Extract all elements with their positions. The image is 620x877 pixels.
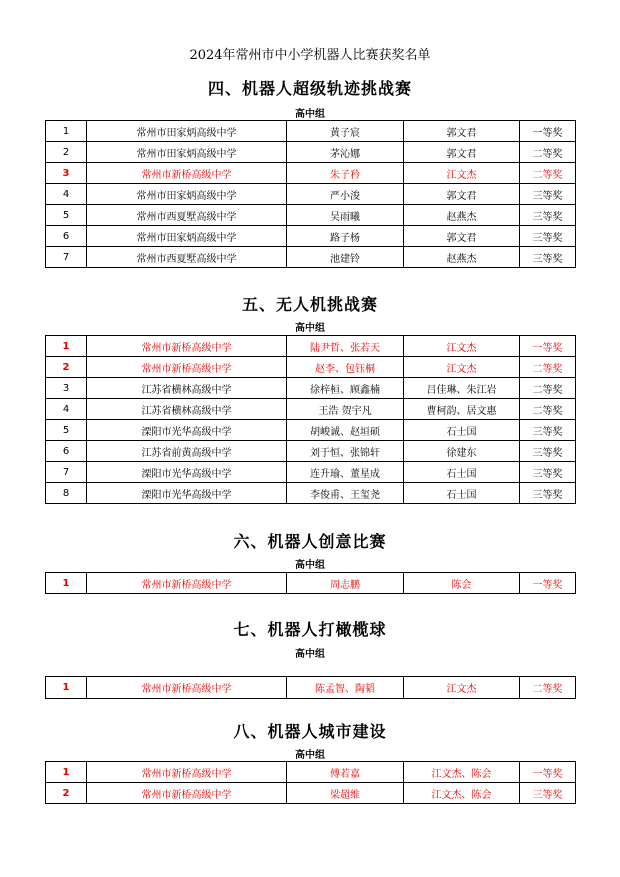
row-number: 2 xyxy=(46,142,87,163)
school-cell: 常州市新桥高级中学 xyxy=(87,573,287,594)
student-cell: 黄子宸 xyxy=(287,121,404,142)
award-cell: 二等奖 xyxy=(520,163,576,184)
row-number: 6 xyxy=(46,441,87,462)
school-cell: 常州市田家炳高级中学 xyxy=(87,121,287,142)
award-table-8 xyxy=(45,761,576,804)
table-row xyxy=(46,163,576,184)
award-table-7 xyxy=(45,676,576,699)
award-cell: 三等奖 xyxy=(520,184,576,205)
teacher-cell: 郭文君 xyxy=(404,226,520,247)
table-row xyxy=(46,121,576,142)
table-row xyxy=(46,357,576,378)
table-row xyxy=(46,205,576,226)
award-table-4 xyxy=(45,120,576,268)
teacher-cell: 郭文君 xyxy=(404,142,520,163)
section-title-5: 五、无人机挑战赛 xyxy=(241,295,378,314)
award-cell: 一等奖 xyxy=(520,336,576,357)
school-cell: 江苏省横林高级中学 xyxy=(87,399,287,420)
teacher-cell: 吕佳琳、朱江岩 xyxy=(404,378,520,399)
school-cell: 常州市新桥高级中学 xyxy=(87,762,287,783)
row-number: 1 xyxy=(46,573,87,594)
student-cell: 陆尹哲、张若天 xyxy=(287,336,404,357)
school-cell: 常州市新桥高级中学 xyxy=(87,336,287,357)
award-cell: 一等奖 xyxy=(520,121,576,142)
group-label-7: 高中组 xyxy=(295,649,325,660)
school-cell: 常州市田家炳高级中学 xyxy=(87,142,287,163)
award-cell: 三等奖 xyxy=(520,783,576,804)
table-row xyxy=(46,462,576,483)
teacher-cell: 曹柯韵、居文惠 xyxy=(404,399,520,420)
section-title-6: 六、机器人创意比赛 xyxy=(233,532,387,551)
teacher-cell: 江文杰 xyxy=(404,677,520,699)
award-cell: 一等奖 xyxy=(520,573,576,594)
award-cell: 二等奖 xyxy=(520,677,576,699)
award-cell: 一等奖 xyxy=(520,762,576,783)
row-number: 7 xyxy=(46,462,87,483)
award-cell: 二等奖 xyxy=(520,378,576,399)
row-number: 7 xyxy=(46,247,87,268)
student-cell: 梁超维 xyxy=(287,783,404,804)
student-cell: 赵李、包钰桐 xyxy=(287,357,404,378)
group-label-6: 高中组 xyxy=(295,560,325,571)
table-row xyxy=(46,247,576,268)
table-row xyxy=(46,184,576,205)
row-number: 5 xyxy=(46,205,87,226)
row-number: 1 xyxy=(46,677,87,699)
row-number: 1 xyxy=(46,336,87,357)
school-cell: 常州市田家炳高级中学 xyxy=(87,184,287,205)
award-table-5 xyxy=(45,335,576,504)
table-row xyxy=(46,441,576,462)
section-title-7: 七、机器人打橄榄球 xyxy=(233,620,387,639)
row-number: 3 xyxy=(46,163,87,184)
teacher-cell: 江文杰、陈会 xyxy=(404,783,520,804)
row-number: 2 xyxy=(46,357,87,378)
row-number: 4 xyxy=(46,184,87,205)
table-row xyxy=(46,762,576,783)
student-cell: 胡峻诚、赵垣硕 xyxy=(287,420,404,441)
teacher-cell: 江文杰、陈会 xyxy=(404,762,520,783)
award-cell: 二等奖 xyxy=(520,357,576,378)
award-cell: 三等奖 xyxy=(520,205,576,226)
teacher-cell: 江文杰 xyxy=(404,357,520,378)
document-title: 2024年常州市中小学机器人比赛获奖名单 xyxy=(189,48,431,63)
row-number: 4 xyxy=(46,399,87,420)
school-cell: 江苏省横林高级中学 xyxy=(87,378,287,399)
teacher-cell: 徐建东 xyxy=(404,441,520,462)
school-cell: 常州市新桥高级中学 xyxy=(87,163,287,184)
school-cell: 溧阳市光华高级中学 xyxy=(87,420,287,441)
teacher-cell: 江文杰 xyxy=(404,163,520,184)
table-row xyxy=(46,399,576,420)
award-cell: 三等奖 xyxy=(520,483,576,504)
row-number: 5 xyxy=(46,420,87,441)
school-cell: 常州市田家炳高级中学 xyxy=(87,226,287,247)
row-number: 3 xyxy=(46,378,87,399)
award-cell: 三等奖 xyxy=(520,247,576,268)
teacher-cell: 石士国 xyxy=(404,420,520,441)
award-table-6 xyxy=(45,572,576,594)
school-cell: 常州市新桥高级中学 xyxy=(87,357,287,378)
teacher-cell: 陈会 xyxy=(404,573,520,594)
award-cell: 三等奖 xyxy=(520,441,576,462)
student-cell: 严小浚 xyxy=(287,184,404,205)
table-row xyxy=(46,483,576,504)
teacher-cell: 石士国 xyxy=(404,483,520,504)
award-cell: 三等奖 xyxy=(520,420,576,441)
award-cell: 二等奖 xyxy=(520,399,576,420)
table-row xyxy=(46,573,576,594)
table-row xyxy=(46,783,576,804)
table-row xyxy=(46,677,576,699)
student-cell: 吴雨曦 xyxy=(287,205,404,226)
teacher-cell: 江文杰 xyxy=(404,336,520,357)
teacher-cell: 赵燕杰 xyxy=(404,247,520,268)
award-cell: 三等奖 xyxy=(520,226,576,247)
award-cell: 二等奖 xyxy=(520,142,576,163)
row-number: 6 xyxy=(46,226,87,247)
student-cell: 茅沁娜 xyxy=(287,142,404,163)
teacher-cell: 郭文君 xyxy=(404,121,520,142)
row-number: 2 xyxy=(46,783,87,804)
school-cell: 常州市新桥高级中学 xyxy=(87,783,287,804)
row-number: 8 xyxy=(46,483,87,504)
teacher-cell: 郭文君 xyxy=(404,184,520,205)
section-title-8: 八、机器人城市建设 xyxy=(233,722,387,741)
student-cell: 徐梓桓、顾鑫楠 xyxy=(287,378,404,399)
row-number: 1 xyxy=(46,762,87,783)
school-cell: 溧阳市光华高级中学 xyxy=(87,483,287,504)
table-row xyxy=(46,336,576,357)
school-cell: 江苏省前黄高级中学 xyxy=(87,441,287,462)
student-cell: 刘于恒、张锦轩 xyxy=(287,441,404,462)
school-cell: 常州市西夏墅高级中学 xyxy=(87,247,287,268)
student-cell: 王浩 贺宇凡 xyxy=(287,399,404,420)
school-cell: 常州市西夏墅高级中学 xyxy=(87,205,287,226)
row-number: 1 xyxy=(46,121,87,142)
table-row xyxy=(46,226,576,247)
student-cell: 池建铃 xyxy=(287,247,404,268)
teacher-cell: 赵燕杰 xyxy=(404,205,520,226)
group-label-4: 高中组 xyxy=(295,109,325,120)
school-cell: 常州市新桥高级中学 xyxy=(87,677,287,699)
student-cell: 傅若嘉 xyxy=(287,762,404,783)
table-row xyxy=(46,142,576,163)
table-row xyxy=(46,378,576,399)
award-cell: 三等奖 xyxy=(520,462,576,483)
school-cell: 溧阳市光华高级中学 xyxy=(87,462,287,483)
student-cell: 连升瑜、董星成 xyxy=(287,462,404,483)
student-cell: 朱子矜 xyxy=(287,163,404,184)
table-row xyxy=(46,420,576,441)
student-cell: 陈孟智、陶韬 xyxy=(287,677,404,699)
section-title-4: 四、机器人超级轨迹挑战赛 xyxy=(207,79,412,98)
student-cell: 路子杨 xyxy=(287,226,404,247)
student-cell: 周志鹏 xyxy=(287,573,404,594)
student-cell: 李俊甫、王玺尧 xyxy=(287,483,404,504)
group-label-5: 高中组 xyxy=(295,323,325,334)
group-label-8: 高中组 xyxy=(295,750,325,761)
teacher-cell: 石士国 xyxy=(404,462,520,483)
